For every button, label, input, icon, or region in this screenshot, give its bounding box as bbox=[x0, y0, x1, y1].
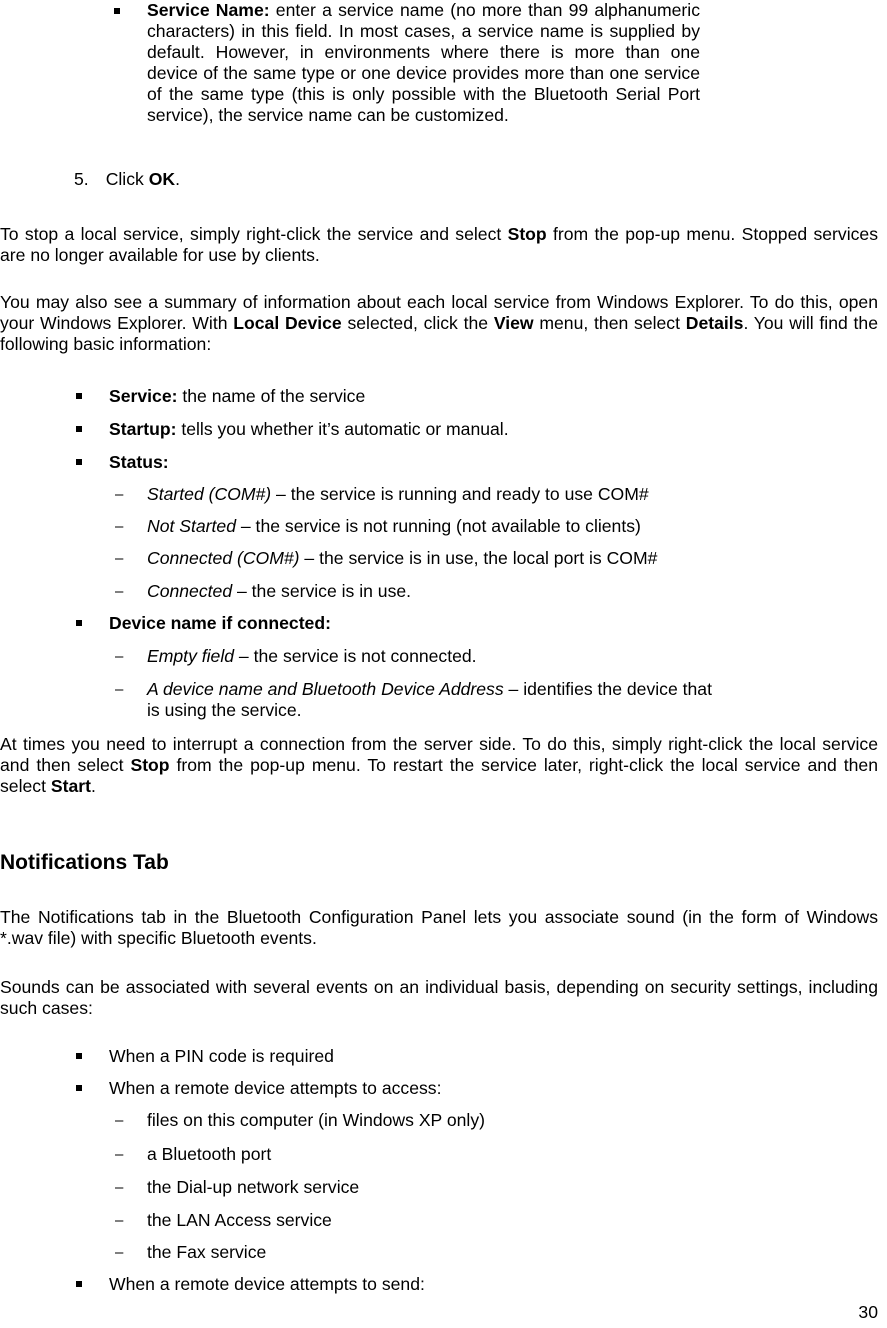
text: from the pop-up menu. Stopped services are no longer available for use by clients. bbox=[0, 224, 878, 265]
bullet-square-icon bbox=[114, 8, 120, 14]
bullet-square-icon bbox=[76, 393, 82, 399]
step-number: 5. bbox=[74, 169, 89, 189]
info-status bbox=[109, 452, 169, 473]
text: from the pop-up menu. To restart the service later, right-click the local service and then select bbox=[0, 755, 878, 796]
bullet-square-icon bbox=[76, 459, 82, 465]
info-device-name bbox=[109, 613, 331, 634]
summary-paragraph bbox=[0, 292, 878, 355]
text: . You will find the following basic information: bbox=[0, 313, 878, 354]
dash-icon: – bbox=[115, 1112, 124, 1129]
bullet-square-icon bbox=[76, 426, 82, 432]
interrupt-paragraph bbox=[0, 734, 878, 797]
info-device-name-label: Device name if connected: bbox=[109, 613, 331, 633]
status-item bbox=[147, 516, 641, 537]
dash-icon: – bbox=[115, 1146, 124, 1163]
info-status-label: Status: bbox=[109, 452, 169, 472]
status-item bbox=[147, 548, 657, 569]
bold-details: Details bbox=[685, 313, 744, 333]
case-access: When a remote device attempts to access: bbox=[109, 1078, 442, 1098]
dash-icon: – bbox=[115, 1212, 124, 1229]
status-desc: – the service is in use. bbox=[232, 581, 412, 601]
service-name-text: enter a service name (no more than 99 alphanumeric characters) in this field. In most cases, a service name is supplied by default. However, in environments where there is more than one device of the same type or one device provides more than one service of the same type (this is only possible with the Bluetooth Serial Port service), the service name can be customized. bbox=[147, 0, 700, 125]
service-name-label: Service Name: bbox=[147, 0, 270, 20]
info-startup-label: Startup: bbox=[109, 419, 177, 439]
service-name-paragraph bbox=[147, 0, 700, 126]
text: To stop a local service, simply right-click the service and select bbox=[0, 224, 508, 244]
notifications-paragraph: The Notifications tab in the Bluetooth Configuration Panel lets you associate sound (in the form of Windows *.wav file) with specific Bluetooth events. bbox=[0, 907, 878, 948]
access-item: the LAN Access service bbox=[147, 1210, 332, 1230]
bullet-square-icon bbox=[76, 620, 82, 626]
access-item: files on this computer (in Windows XP only) bbox=[147, 1110, 486, 1130]
dash-icon: – bbox=[115, 550, 124, 567]
dash-icon: – bbox=[115, 486, 124, 503]
bold-stop: Stop bbox=[130, 755, 170, 775]
text: menu, then select bbox=[533, 313, 686, 333]
dash-icon: – bbox=[115, 681, 124, 698]
device-term: Empty field bbox=[147, 646, 235, 666]
stop-service-paragraph bbox=[0, 224, 878, 266]
status-item bbox=[147, 581, 411, 602]
info-startup bbox=[109, 419, 509, 440]
bullet-square-icon bbox=[76, 1053, 82, 1059]
status-term: Connected bbox=[147, 581, 233, 601]
case-pin: When a PIN code is required bbox=[109, 1046, 334, 1066]
device-term: A device name and Bluetooth Device Address bbox=[147, 679, 504, 699]
bold-stop: Stop bbox=[507, 224, 547, 244]
status-term: Connected (COM#) bbox=[147, 548, 300, 568]
info-startup-text: tells you whether it’s automatic or manual. bbox=[176, 419, 509, 439]
dash-icon: – bbox=[115, 518, 124, 535]
dash-icon: – bbox=[115, 648, 124, 665]
case-send: When a remote device attempts to send: bbox=[109, 1274, 425, 1294]
sounds-paragraph: Sounds can be associated with several events on an individual basis, depending on security settings, including such cases: bbox=[0, 977, 878, 1018]
text: At times you need to interrupt a connection from the server side. To do this, simply right-click the local service and then select bbox=[0, 734, 878, 775]
status-desc: – the service is running and ready to use COM# bbox=[271, 484, 649, 504]
status-desc: – the service is in use, the local port is COM# bbox=[299, 548, 658, 568]
bold-view: View bbox=[493, 313, 534, 333]
step-prefix: Click bbox=[105, 169, 149, 189]
text: selected, click the bbox=[341, 313, 494, 333]
status-term: Not Started bbox=[147, 516, 236, 536]
status-term: Started (COM#) bbox=[147, 484, 272, 504]
step-ok: OK bbox=[148, 169, 176, 189]
status-desc: – the service is not running (not available to clients) bbox=[236, 516, 641, 536]
access-item: the Dial-up network service bbox=[147, 1177, 360, 1197]
step-5 bbox=[74, 169, 180, 190]
device-desc: – identifies the device that is using the service. bbox=[147, 679, 712, 720]
access-item: the Fax service bbox=[147, 1242, 267, 1262]
status-item bbox=[147, 484, 649, 505]
bold-local-device: Local Device bbox=[233, 313, 342, 333]
info-service-text: the name of the service bbox=[177, 386, 366, 406]
bullet-square-icon bbox=[76, 1281, 82, 1287]
info-service bbox=[109, 386, 365, 407]
dash-icon: – bbox=[115, 583, 124, 600]
bold-start: Start bbox=[50, 776, 91, 796]
text: . bbox=[90, 776, 96, 796]
device-item bbox=[147, 679, 712, 721]
page-number: 30 bbox=[858, 1302, 878, 1322]
text: You may also see a summary of information about each local service from Windows Explorer. To do this, open your Windows Explorer. With bbox=[0, 292, 878, 333]
section-heading: Notifications Tab bbox=[0, 851, 169, 874]
step-suffix: . bbox=[175, 169, 180, 189]
access-item: a Bluetooth port bbox=[147, 1144, 272, 1164]
device-desc: – the service is not connected. bbox=[234, 646, 477, 666]
dash-icon: – bbox=[115, 1179, 124, 1196]
dash-icon: – bbox=[115, 1244, 124, 1261]
device-item bbox=[147, 646, 477, 667]
bullet-square-icon bbox=[76, 1085, 82, 1091]
info-service-label: Service: bbox=[109, 386, 178, 406]
